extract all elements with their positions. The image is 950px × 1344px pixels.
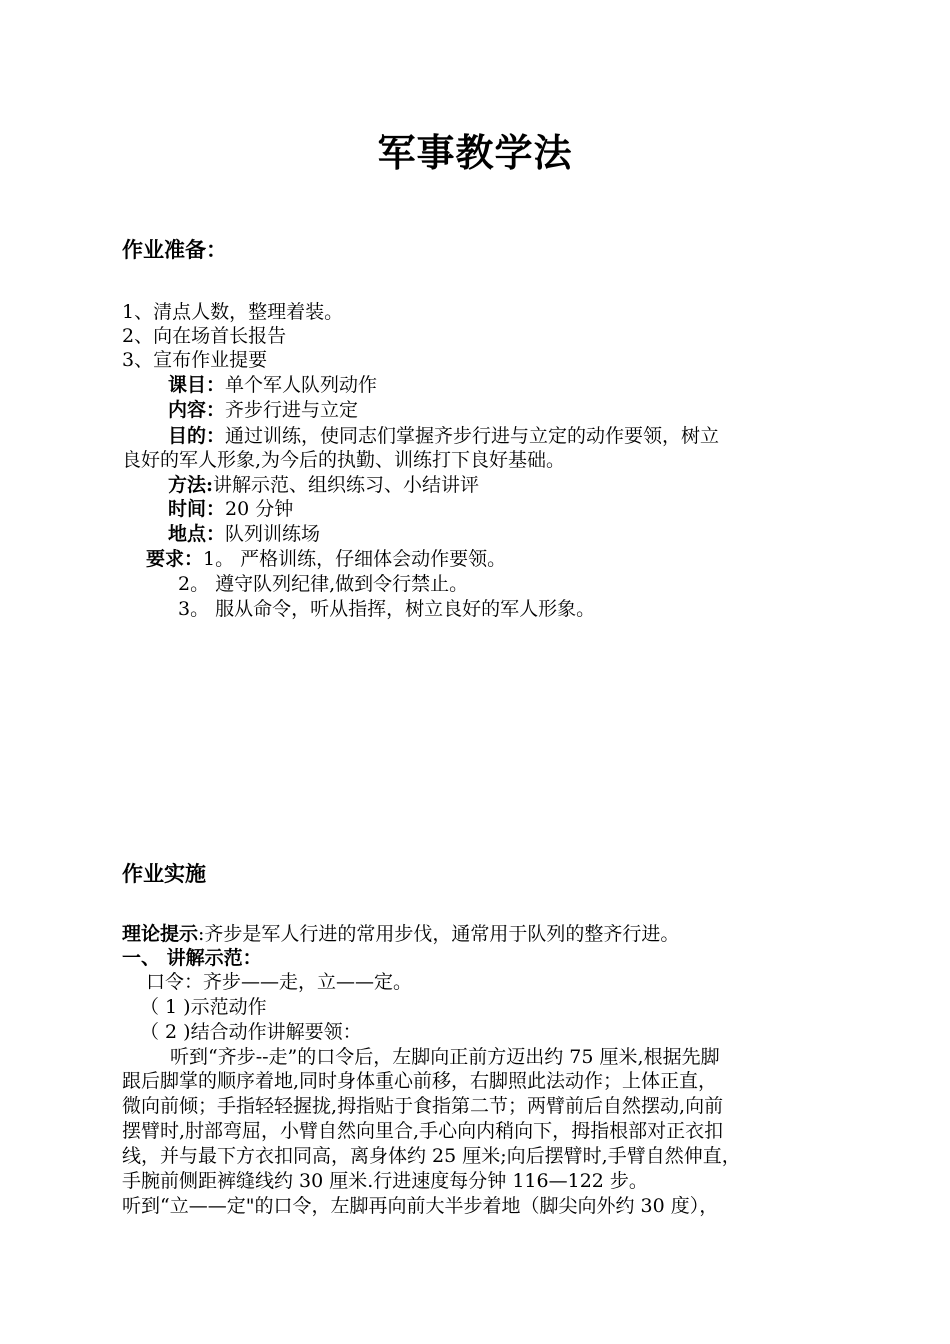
prep-step-1: 1、清点人数，整理着装。 (122, 301, 344, 323)
para-line-1: 听到“齐步--走”的口令后，左脚向正前方迈出约 75 厘米,根据先脚 (170, 1046, 720, 1068)
content-line (168, 398, 358, 422)
course-label: 课目： (168, 374, 226, 396)
req-item-2: 2。 遵守队列纪律,做到令行禁止。 (178, 573, 469, 595)
method-label: 方法: (168, 474, 214, 496)
section-1-heading: 一、 讲解示范： (122, 947, 262, 969)
place-line (168, 522, 320, 546)
last-line: 听到“立——定"的口令，左脚再向前大半步着地（脚尖向外约 30 度）， (122, 1195, 719, 1217)
method-value: 讲解示范、组织练习、小结讲评 (213, 474, 480, 496)
time-line (168, 497, 293, 521)
para-line-3: 微向前倾；手指轻轻握拢,拇指贴于食指第二节；两臂前后自然摆动,向前 (122, 1095, 724, 1117)
time-label: 时间： (168, 498, 226, 520)
content-value: 齐步行进与立定 (225, 399, 359, 421)
sub-item-2: （ 2 )结合动作讲解要领： (140, 1021, 362, 1043)
content-label: 内容： (168, 399, 226, 421)
course-value: 单个军人队列动作 (225, 374, 378, 396)
req-line-1 (146, 547, 506, 571)
purpose-line-1 (168, 424, 719, 448)
req-label: 要求： (146, 548, 204, 570)
para-line-6: 手腕前侧距裤缝线约 30 厘米.行进速度每分钟 116—122 步。 (122, 1170, 648, 1192)
theory-value: :齐步是军人行进的常用步伐，通常用于队列的整齐行进。 (198, 923, 680, 945)
prep-heading: 作业准备： (122, 237, 227, 262)
purpose-line-2: 良好的军人形象,为今后的执勤、训练打下良好基础。 (122, 449, 566, 471)
req-item-3: 3。 服从命令，听从指挥，树立良好的军人形象。 (178, 598, 596, 620)
para-line-5: 线，并与最下方衣扣同高，离身体约 25 厘米;向后摆臂时,手臂自然伸直， (122, 1145, 741, 1167)
purpose-value-1: 通过训练，使同志们掌握齐步行进与立定的动作要领，树立 (225, 425, 720, 447)
theory-line (122, 922, 679, 946)
place-value: 队列训练场 (225, 523, 321, 545)
page-title: 军事教学法 (377, 130, 573, 175)
purpose-label: 目的： (168, 425, 226, 447)
course-line (168, 373, 377, 397)
impl-heading: 作业实施 (122, 861, 206, 886)
sub-item-1: （ 1 )示范动作 (140, 996, 267, 1018)
method-line (168, 473, 479, 497)
para-line-2: 跟后脚掌的顺序着地,同时身体重心前移，右脚照此法动作；上体正直， (122, 1070, 718, 1092)
place-label: 地点： (168, 523, 226, 545)
command-line: 口令：齐步——走，立——定。 (146, 971, 413, 993)
time-value: 20 分钟 (225, 498, 294, 520)
prep-step-2: 2、向在场首长报告 (122, 325, 287, 347)
req-item-1: 1。 严格训练，仔细体会动作要领。 (203, 548, 507, 570)
para-line-4: 摆臂时,肘部弯屈，小臂自然向里合,手心向内稍向下，拇指根部对正衣扣 (122, 1120, 724, 1142)
prep-step-3: 3、宣布作业提要 (122, 349, 268, 371)
theory-label: 理论提示 (122, 923, 199, 945)
